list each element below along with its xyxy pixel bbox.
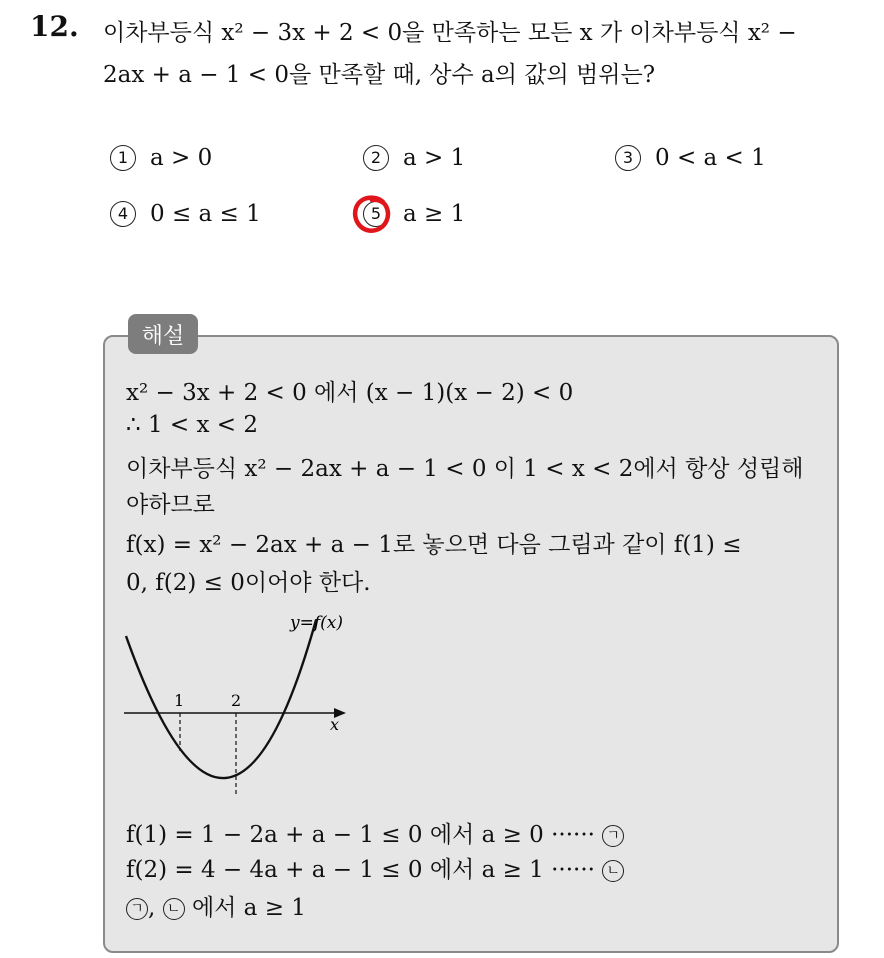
mark-giyeok: ㄱ — [126, 898, 148, 920]
solution-line-4: 야하므로 — [126, 492, 215, 518]
tick-label-1: 1 — [174, 691, 185, 710]
choice-text: 0 ≤ a ≤ 1 — [150, 201, 261, 227]
solution-line-1: x² − 3x + 2 < 0 에서 (x − 1)(x − 2) < 0 — [126, 380, 574, 406]
x-axis-label: x — [330, 715, 340, 734]
choice-number: 3 — [615, 145, 641, 171]
choice-number: 5 — [363, 201, 389, 227]
choice-number: 1 — [110, 145, 136, 171]
choice-text: a > 1 — [403, 145, 466, 171]
choice-5[interactable] — [363, 201, 465, 227]
tick-label-2: 2 — [231, 691, 242, 710]
solution-line-6: 0, f(2) ≤ 0이어야 한다. — [126, 570, 371, 596]
solution-line-5: f(x) = x² − 2ax + a − 1로 놓으면 다음 그림과 같이 f(1) ≤ — [126, 532, 742, 558]
curve-label: y=f(x) — [290, 613, 343, 633]
solution-line-3: 이차부등식 x² − 2ax + a − 1 < 0 이 1 < x < 2에서 항상 성립해 — [126, 456, 804, 482]
choice-4[interactable] — [110, 201, 261, 227]
solution-line-8: f(2) = 4 − 4a + a − 1 ≤ 0 에서 a ≥ 1 ······ ㄴ — [126, 851, 624, 884]
parabola-graph — [118, 608, 368, 808]
choice-text: 0 < a < 1 — [655, 145, 766, 171]
parabola-curve — [126, 620, 316, 778]
question-line-2: 2ax + a − 1 < 0을 만족할 때, 상수 a의 값의 범위는? — [103, 62, 656, 88]
solution-line-9: ㄱ , ㄴ 에서 a ≥ 1 — [126, 889, 306, 922]
solution-tag: 해설 — [128, 314, 198, 354]
choice-3[interactable] — [615, 145, 766, 171]
choice-1[interactable] — [110, 145, 212, 171]
mark-nieun: ㄴ — [602, 860, 624, 882]
choice-text: a > 0 — [150, 145, 213, 171]
solution-line-2: ∴ 1 < x < 2 — [126, 412, 258, 438]
choice-2[interactable] — [363, 145, 465, 171]
solution-line-7: f(1) = 1 − 2a + a − 1 ≤ 0 에서 a ≥ 0 ······ ㄱ — [126, 816, 624, 849]
mark-giyeok: ㄱ — [602, 825, 624, 847]
question-number: 12. — [30, 10, 79, 43]
question-line-1: 이차부등식 x² − 3x + 2 < 0을 만족하는 모든 x 가 이차부등식 x² − — [103, 20, 797, 46]
choice-number: 2 — [363, 145, 389, 171]
choice-text: a ≥ 1 — [403, 201, 466, 227]
mark-nieun: ㄴ — [163, 898, 185, 920]
choice-number: 4 — [110, 201, 136, 227]
